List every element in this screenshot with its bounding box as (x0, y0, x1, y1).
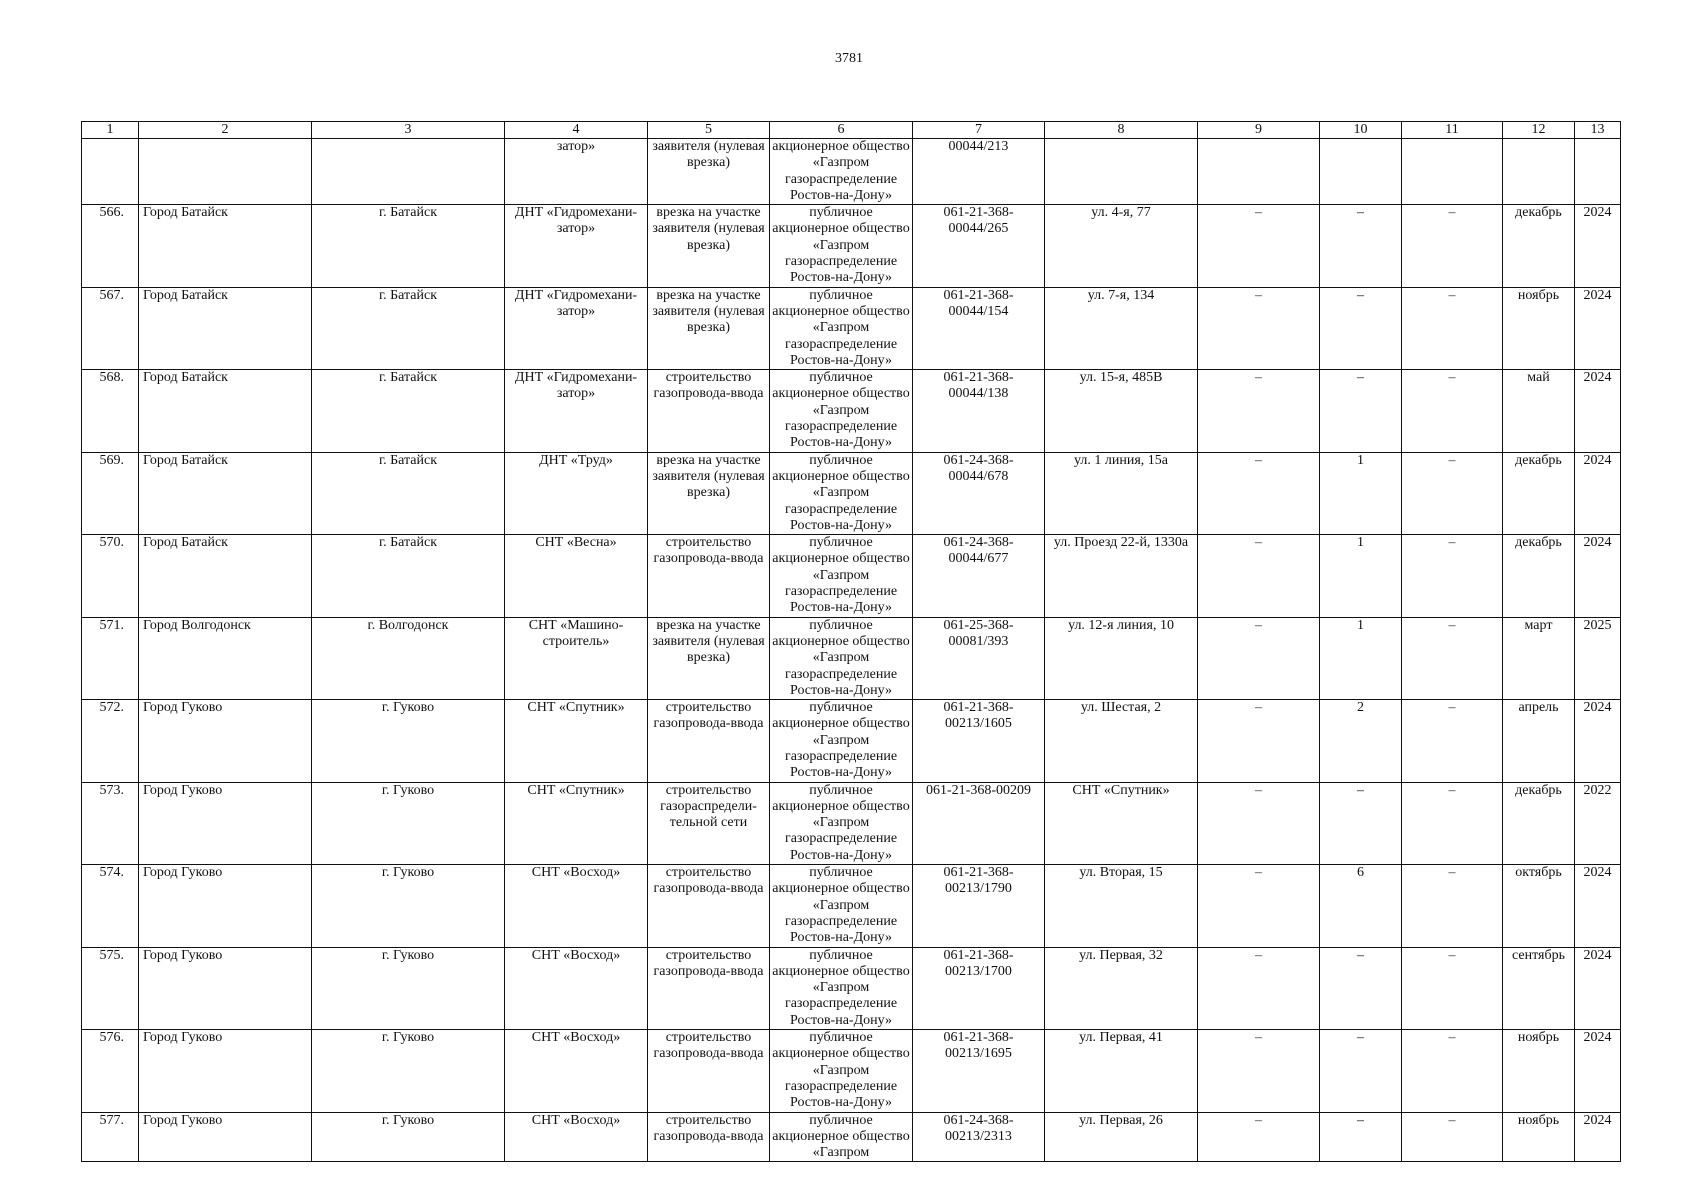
settlement-cell: г. Батайск (312, 287, 505, 369)
column-header: 11 (1402, 122, 1503, 139)
executor-cell: публичное акционерное общество «Газпром газораспределение Ростов-на-Дону» (770, 452, 913, 534)
executor-cell: публичное акционерное общество «Газпром газораспределение Ростов-на-Дону» (770, 782, 913, 864)
row-number: 568. (82, 370, 139, 452)
column-11-cell: – (1402, 452, 1503, 534)
column-9-cell: – (1198, 205, 1320, 287)
column-9-cell: – (1198, 1030, 1320, 1112)
column-header: 6 (770, 122, 913, 139)
address-cell: ул. Первая, 26 (1045, 1112, 1198, 1162)
table-row-continuation (82, 139, 1621, 205)
column-9-cell: – (1198, 1112, 1320, 1162)
year-cell: 2024 (1575, 700, 1621, 782)
table-row (82, 700, 1621, 782)
table-row (82, 370, 1621, 452)
executor-cell: публичное акционерное общество «Газпром (770, 1112, 913, 1162)
table-cell (1575, 139, 1621, 205)
row-number: 576. (82, 1030, 139, 1112)
column-9-cell: – (1198, 287, 1320, 369)
executor-cell: публичное акционерное общество «Газпром газораспределение Ростов-на-Дону» (770, 535, 913, 617)
row-number: 567. (82, 287, 139, 369)
work-type-cell: строительство газопровода-ввода (648, 1030, 770, 1112)
work-type-cell: врезка на участке заявителя (нулевая врезка) (648, 617, 770, 699)
column-11-cell: – (1402, 1030, 1503, 1112)
address-cell: ул. Проезд 22-й, 1330а (1045, 535, 1198, 617)
code-cell: 061-21-368-00044/138 (913, 370, 1045, 452)
municipality-cell: Город Волгодонск (139, 617, 312, 699)
settlement-cell: г. Гуково (312, 865, 505, 947)
work-type-cell: строительство газопровода-ввода (648, 947, 770, 1029)
settlement-cell: г. Гуково (312, 782, 505, 864)
executor-cell: публичное акционерное общество «Газпром газораспределение Ростов-на-Дону» (770, 205, 913, 287)
object-cell: СНТ «Восход» (505, 865, 648, 947)
work-type-cell: строительство газопровода-ввода (648, 370, 770, 452)
year-cell: 2022 (1575, 782, 1621, 864)
table-cell (1320, 139, 1402, 205)
code-cell: 061-24-368-00044/678 (913, 452, 1045, 534)
address-cell: ул. 15-я, 485В (1045, 370, 1198, 452)
month-cell: ноябрь (1503, 1112, 1575, 1162)
year-cell: 2024 (1575, 947, 1621, 1029)
executor-cell: публичное акционерное общество «Газпром газораспределение Ростов-на-Дону» (770, 617, 913, 699)
table-cell (312, 139, 505, 205)
municipality-cell: Город Батайск (139, 535, 312, 617)
row-number: 571. (82, 617, 139, 699)
year-cell: 2024 (1575, 865, 1621, 947)
column-11-cell: – (1402, 287, 1503, 369)
executor-cell: публичное акционерное общество «Газпром газораспределение Ростов-на-Дону» (770, 947, 913, 1029)
settlement-cell: г. Батайск (312, 205, 505, 287)
municipality-cell: Город Батайск (139, 287, 312, 369)
work-type-cell: строительство газопровода-ввода (648, 535, 770, 617)
municipality-cell: Город Батайск (139, 205, 312, 287)
settlement-cell: г. Волгодонск (312, 617, 505, 699)
row-number: 573. (82, 782, 139, 864)
settlement-cell: г. Гуково (312, 947, 505, 1029)
column-header: 2 (139, 122, 312, 139)
executor-cell: публичное акционерное общество «Газпром газораспределение Ростов-на-Дону» (770, 1030, 913, 1112)
column-11-cell: – (1402, 1112, 1503, 1162)
column-10-cell: – (1320, 1030, 1402, 1112)
column-9-cell: – (1198, 535, 1320, 617)
object-cell: СНТ «Спутник» (505, 700, 648, 782)
month-cell: март (1503, 617, 1575, 699)
document-table (81, 121, 1621, 1162)
code-cell: 061-21-368-00213/1605 (913, 700, 1045, 782)
object-cell: ДНТ «Гидромехани-затор» (505, 205, 648, 287)
object-cell: СНТ «Машино-строитель» (505, 617, 648, 699)
year-cell: 2024 (1575, 287, 1621, 369)
executor-cell: публичное акционерное общество «Газпром газораспределение Ростов-на-Дону» (770, 700, 913, 782)
table-cell (82, 139, 139, 205)
code-cell: 061-24-368-00213/2313 (913, 1112, 1045, 1162)
table-cell (1198, 139, 1320, 205)
column-header: 8 (1045, 122, 1198, 139)
address-cell: ул. Первая, 32 (1045, 947, 1198, 1029)
municipality-cell: Город Гуково (139, 782, 312, 864)
row-number: 570. (82, 535, 139, 617)
column-11-cell: – (1402, 370, 1503, 452)
table-cell (1045, 139, 1198, 205)
column-10-cell: – (1320, 1112, 1402, 1162)
column-9-cell: – (1198, 452, 1320, 534)
column-header: 5 (648, 122, 770, 139)
year-cell: 2025 (1575, 617, 1621, 699)
table-row (82, 1030, 1621, 1112)
row-number: 577. (82, 1112, 139, 1162)
month-cell: ноябрь (1503, 287, 1575, 369)
table-cell (139, 139, 312, 205)
object-cell: СНТ «Восход» (505, 947, 648, 1029)
column-header: 3 (312, 122, 505, 139)
work-type-cell: врезка на участке заявителя (нулевая врезка) (648, 205, 770, 287)
month-cell: декабрь (1503, 535, 1575, 617)
table-row (82, 535, 1621, 617)
work-type-cell: строительство газораспредели-тельной сети (648, 782, 770, 864)
year-cell: 2024 (1575, 370, 1621, 452)
month-cell: ноябрь (1503, 1030, 1575, 1112)
table-row (82, 205, 1621, 287)
year-cell: 2024 (1575, 1112, 1621, 1162)
row-number: 569. (82, 452, 139, 534)
column-9-cell: – (1198, 370, 1320, 452)
column-11-cell: – (1402, 700, 1503, 782)
column-10-cell: – (1320, 782, 1402, 864)
column-11-cell: – (1402, 205, 1503, 287)
column-9-cell: – (1198, 700, 1320, 782)
year-cell: 2024 (1575, 452, 1621, 534)
column-11-cell: – (1402, 782, 1503, 864)
object-cell: ДНТ «Гидромехани-затор» (505, 370, 648, 452)
table-cell: 00044/213 (913, 139, 1045, 205)
code-cell: 061-21-368-00044/154 (913, 287, 1045, 369)
column-11-cell: – (1402, 865, 1503, 947)
table-row (82, 452, 1621, 534)
row-number: 574. (82, 865, 139, 947)
work-type-cell: врезка на участке заявителя (нулевая врезка) (648, 452, 770, 534)
column-header: 10 (1320, 122, 1402, 139)
work-type-cell: врезка на участке заявителя (нулевая врезка) (648, 287, 770, 369)
code-cell: 061-21-368-00209 (913, 782, 1045, 864)
municipality-cell: Город Батайск (139, 452, 312, 534)
column-10-cell: 6 (1320, 865, 1402, 947)
column-9-cell: – (1198, 782, 1320, 864)
table-row (82, 865, 1621, 947)
code-cell: 061-21-368-00213/1790 (913, 865, 1045, 947)
object-cell: ДНТ «Труд» (505, 452, 648, 534)
year-cell: 2024 (1575, 205, 1621, 287)
column-11-cell: – (1402, 617, 1503, 699)
address-cell: ул. 7-я, 134 (1045, 287, 1198, 369)
column-10-cell: 1 (1320, 617, 1402, 699)
column-11-cell: – (1402, 535, 1503, 617)
row-number: 572. (82, 700, 139, 782)
address-cell: ул. Вторая, 15 (1045, 865, 1198, 947)
column-header: 9 (1198, 122, 1320, 139)
column-10-cell: 1 (1320, 452, 1402, 534)
executor-cell: публичное акционерное общество «Газпром газораспределение Ростов-на-Дону» (770, 865, 913, 947)
settlement-cell: г. Батайск (312, 370, 505, 452)
column-9-cell: – (1198, 617, 1320, 699)
table-cell (1503, 139, 1575, 205)
object-cell: ДНТ «Гидромехани-затор» (505, 287, 648, 369)
year-cell: 2024 (1575, 1030, 1621, 1112)
table-row (82, 1112, 1621, 1162)
month-cell: декабрь (1503, 782, 1575, 864)
object-cell: СНТ «Весна» (505, 535, 648, 617)
column-10-cell: – (1320, 287, 1402, 369)
object-cell: СНТ «Восход» (505, 1112, 648, 1162)
column-header: 4 (505, 122, 648, 139)
column-9-cell: – (1198, 947, 1320, 1029)
address-cell: ул. 4-я, 77 (1045, 205, 1198, 287)
settlement-cell: г. Батайск (312, 535, 505, 617)
municipality-cell: Город Гуково (139, 700, 312, 782)
month-cell: декабрь (1503, 205, 1575, 287)
row-number: 566. (82, 205, 139, 287)
month-cell: октябрь (1503, 865, 1575, 947)
column-header: 7 (913, 122, 1045, 139)
address-cell: ул. 1 линия, 15а (1045, 452, 1198, 534)
code-cell: 061-21-368-00213/1700 (913, 947, 1045, 1029)
column-10-cell: – (1320, 947, 1402, 1029)
work-type-cell: строительство газопровода-ввода (648, 865, 770, 947)
settlement-cell: г. Гуково (312, 1030, 505, 1112)
table-cell (1402, 139, 1503, 205)
settlement-cell: г. Батайск (312, 452, 505, 534)
object-cell: СНТ «Восход» (505, 1030, 648, 1112)
month-cell: сентябрь (1503, 947, 1575, 1029)
column-header: 1 (82, 122, 139, 139)
table-cell: акционерное общество «Газпром газораспределение Ростов-на-Дону» (770, 139, 913, 205)
municipality-cell: Город Гуково (139, 1030, 312, 1112)
column-header: 13 (1575, 122, 1621, 139)
object-cell: СНТ «Спутник» (505, 782, 648, 864)
code-cell: 061-21-368-00213/1695 (913, 1030, 1045, 1112)
code-cell: 061-25-368-00081/393 (913, 617, 1045, 699)
address-cell: ул. 12-я линия, 10 (1045, 617, 1198, 699)
municipality-cell: Город Гуково (139, 1112, 312, 1162)
table-row (82, 617, 1621, 699)
municipality-cell: Город Гуково (139, 947, 312, 1029)
municipality-cell: Город Батайск (139, 370, 312, 452)
month-cell: декабрь (1503, 452, 1575, 534)
address-cell: ул. Первая, 41 (1045, 1030, 1198, 1112)
column-10-cell: – (1320, 205, 1402, 287)
table-cell: заявителя (нулевая врезка) (648, 139, 770, 205)
row-number: 575. (82, 947, 139, 1029)
year-cell: 2024 (1575, 535, 1621, 617)
table-row (82, 287, 1621, 369)
table-cell: затор» (505, 139, 648, 205)
table-row (82, 947, 1621, 1029)
address-cell: СНТ «Спутник» (1045, 782, 1198, 864)
municipality-cell: Город Гуково (139, 865, 312, 947)
work-type-cell: строительство газопровода-ввода (648, 700, 770, 782)
column-10-cell: – (1320, 370, 1402, 452)
column-header: 12 (1503, 122, 1575, 139)
column-11-cell: – (1402, 947, 1503, 1029)
month-cell: май (1503, 370, 1575, 452)
page-number: 3781 (835, 51, 863, 66)
month-cell: апрель (1503, 700, 1575, 782)
column-9-cell: – (1198, 865, 1320, 947)
column-10-cell: 1 (1320, 535, 1402, 617)
executor-cell: публичное акционерное общество «Газпром газораспределение Ростов-на-Дону» (770, 287, 913, 369)
code-cell: 061-21-368-00044/265 (913, 205, 1045, 287)
table-row (82, 782, 1621, 864)
code-cell: 061-24-368-00044/677 (913, 535, 1045, 617)
settlement-cell: г. Гуково (312, 1112, 505, 1162)
column-10-cell: 2 (1320, 700, 1402, 782)
address-cell: ул. Шестая, 2 (1045, 700, 1198, 782)
executor-cell: публичное акционерное общество «Газпром газораспределение Ростов-на-Дону» (770, 370, 913, 452)
work-type-cell: строительство газопровода-ввода (648, 1112, 770, 1162)
column-number-row (82, 122, 1621, 139)
settlement-cell: г. Гуково (312, 700, 505, 782)
